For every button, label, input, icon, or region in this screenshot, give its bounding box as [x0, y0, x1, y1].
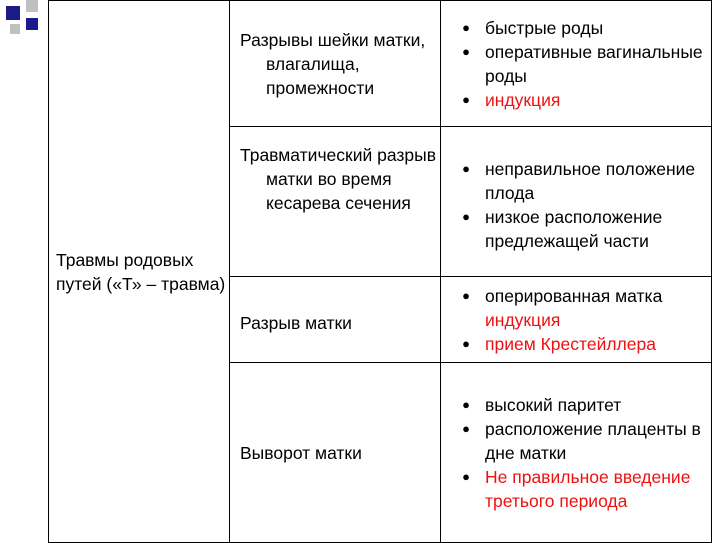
bullet-icon: ●	[462, 161, 470, 176]
list-item: ● быстрые роды	[451, 16, 711, 40]
list-item: ● индукция	[451, 88, 711, 112]
bullet-icon: ●	[462, 468, 470, 484]
blue-square-small	[26, 18, 38, 30]
bullet-icon: ●	[462, 43, 470, 59]
cause-cell	[230, 363, 441, 543]
list-item: ● Не правильное введение третього периода	[451, 465, 711, 513]
table-row	[49, 1, 712, 127]
factors-cell	[441, 127, 712, 277]
birth-trauma-table	[48, 0, 712, 543]
list-item: ● неправильное положение плода	[451, 157, 711, 205]
cause-label: Разрыв матки	[240, 313, 352, 333]
left-label: Травмы родовых путей («Т» – травма)	[56, 249, 226, 294]
list-item: ● низкое расположение предлежащей части	[451, 205, 711, 253]
gray-square-bottom	[10, 24, 20, 34]
cause-label: Выворот матки	[240, 442, 362, 463]
bullet-icon: ●	[462, 420, 470, 436]
bullet-icon: ●	[462, 91, 470, 107]
list-item: ● оперированная матка	[451, 284, 711, 308]
list-item: ● высокий паритет	[451, 393, 711, 417]
list-item: ● оперативные вагинальные роды	[451, 40, 711, 88]
left-label-cell	[49, 1, 230, 543]
cause-cell	[230, 1, 441, 127]
bullet-icon: ●	[462, 335, 470, 351]
list-item: ● расположение плаценты в дне матки	[451, 417, 711, 465]
factors-cell	[441, 1, 712, 127]
bullet-icon: ●	[462, 396, 470, 412]
bullet-icon: ●	[462, 19, 470, 35]
blue-square-large	[6, 6, 20, 20]
bullet-icon: ●	[462, 209, 470, 224]
bullet-icon: ●	[462, 287, 470, 303]
factors-cell	[441, 363, 712, 543]
gray-square-top	[26, 0, 38, 12]
cause-label: Травматический разрыв матки во время кесарева сечения	[240, 145, 437, 213]
list-item: ● прием Крестейллера	[451, 332, 711, 356]
list-item: индукция	[485, 309, 561, 330]
factors-cell	[441, 277, 712, 363]
cause-label: Разрывы шейки матки, влагалища, промежности	[240, 29, 426, 98]
cause-cell	[230, 127, 441, 277]
cause-cell	[230, 277, 441, 363]
